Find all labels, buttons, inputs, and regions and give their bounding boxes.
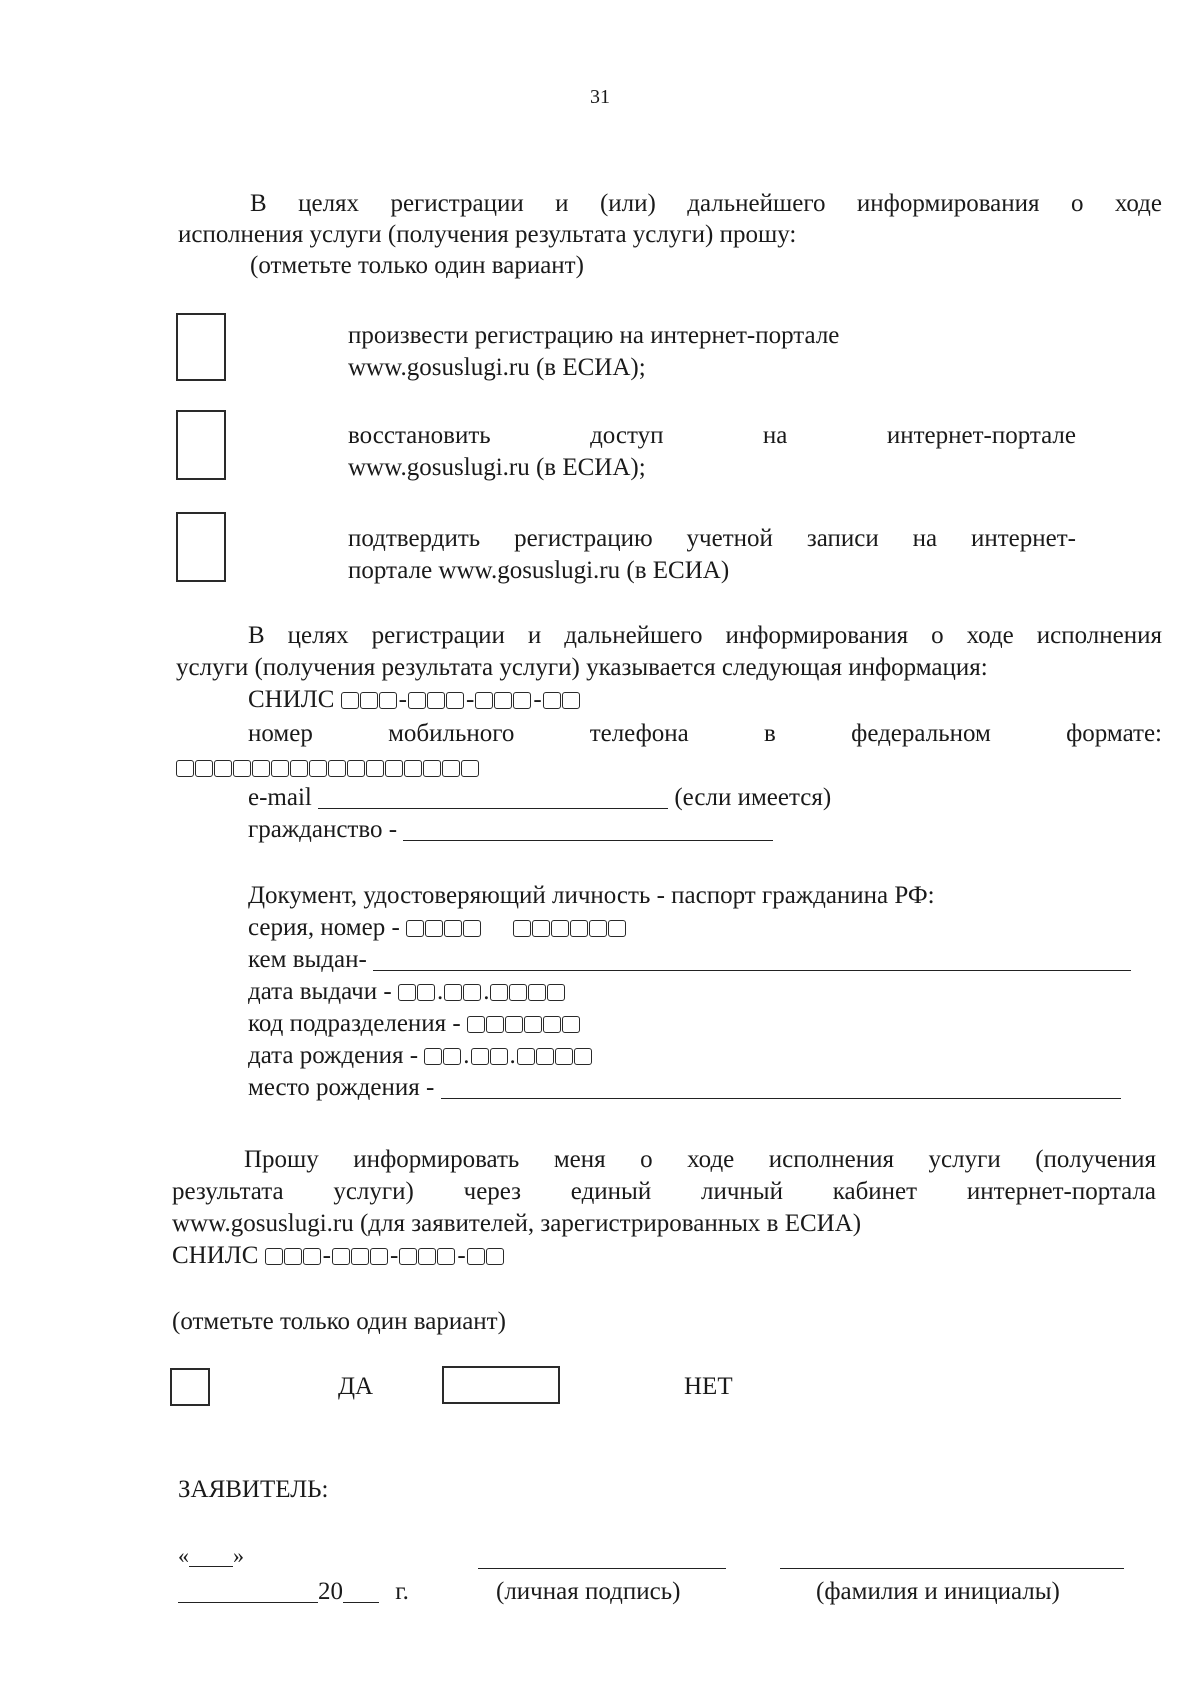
citizenship-row [248, 814, 773, 845]
issue-date-label: дата выдачи - [248, 978, 392, 1005]
series-row [248, 912, 627, 945]
option-register-line-2: www.gosuslugi.ru (в ЕСИА); [348, 354, 646, 381]
name-field[interactable] [780, 1568, 1124, 1569]
info-line-1: В целях регистрации и дальнейшего информирования о ходе исполнения [248, 622, 1162, 649]
quote-close: » [233, 1543, 244, 1568]
series-label: серия, номер - [248, 914, 400, 941]
no-label: НЕТ [684, 1373, 733, 1400]
request-snils-input[interactable] [265, 1242, 322, 1273]
division-code-row [248, 1008, 581, 1041]
request-line-3: www.gosuslugi.ru (для заявителей, зарегистрированных в ЕСИА) [172, 1210, 862, 1237]
birth-place-label: место рождения - [248, 1074, 435, 1101]
signature-caption: (личная подпись) [496, 1578, 681, 1605]
page-number: 31 [590, 86, 610, 108]
request-line-2: результата услуги) через единый личный кабинет интернет-портала [172, 1178, 1156, 1205]
request-snils-row: СНИЛС - - - [172, 1240, 505, 1273]
citizenship-field[interactable] [403, 818, 773, 841]
email-label: e-mail [248, 784, 312, 811]
signature-field[interactable] [478, 1568, 726, 1569]
option-restore-line-2: www.gosuslugi.ru (в ЕСИА); [348, 454, 646, 481]
request-line-1: Прошу информировать меня о ходе исполнения услуги (получения [244, 1146, 1156, 1173]
option-confirm-line-2: портале www.gosuslugi.ru (в ЕСИА) [348, 557, 730, 584]
info-line-2: услуги (получения результата услуги) указывается следующая информация: [176, 654, 988, 681]
issued-by-label: кем выдан- [248, 946, 367, 973]
no-checkbox[interactable] [442, 1366, 560, 1404]
phone-input[interactable] [176, 752, 480, 785]
month-field[interactable] [178, 1580, 318, 1603]
birth-date-label: дата рождения - [248, 1042, 419, 1069]
series-input[interactable] [406, 914, 482, 945]
email-field[interactable] [318, 786, 668, 809]
year-field[interactable] [343, 1580, 379, 1603]
division-code-input[interactable] [467, 1010, 581, 1041]
yes-checkbox[interactable] [170, 1368, 210, 1406]
issued-by-field[interactable] [373, 948, 1131, 971]
option-restore-line-1: восстановить доступ на интернет-портале [348, 422, 1076, 449]
issue-date-row: дата выдачи - . . [248, 976, 566, 1009]
date-day-row [178, 1540, 244, 1571]
birth-place-field[interactable] [441, 1076, 1121, 1099]
issued-by-row [248, 944, 1131, 975]
request-note: (отметьте только один вариант) [172, 1308, 506, 1335]
option-register-checkbox[interactable] [176, 313, 226, 381]
option-confirm-line-1: подтвердить регистрацию учетной записи на интернет- [348, 525, 1076, 552]
birth-date-input[interactable] [424, 1042, 462, 1073]
snils-label: СНИЛС [248, 686, 335, 713]
birth-place-row [248, 1072, 1121, 1103]
division-code-label: код подразделения - [248, 1010, 461, 1037]
intro-line-1: В целях регистрации и (или) дальнейшего информирования о ходе [250, 190, 1162, 217]
name-caption: (фамилия и инициалы) [816, 1578, 1060, 1605]
document-title: Документ, удостоверяющий личность - паспорт гражданина РФ: [248, 882, 935, 909]
issue-date-input[interactable] [398, 978, 436, 1009]
day-field[interactable] [189, 1548, 233, 1567]
request-snils-label: СНИЛС [172, 1242, 259, 1269]
year-suffix: г. [395, 1578, 409, 1605]
option-register-line-1: произвести регистрацию на интернет-портале [348, 322, 840, 349]
number-input[interactable] [513, 914, 627, 945]
birth-date-row: дата рождения - . . [248, 1040, 593, 1073]
phone-label: номер мобильного телефона в федеральном формате: [248, 720, 1162, 747]
yes-label: ДА [338, 1373, 374, 1400]
citizenship-label: гражданство - [248, 816, 398, 843]
intro-note: (отметьте только один вариант) [250, 252, 584, 279]
email-row [248, 782, 831, 813]
date-year-row [178, 1576, 409, 1607]
quote-open: « [178, 1543, 189, 1568]
option-confirm-checkbox[interactable] [176, 512, 226, 582]
option-restore-checkbox[interactable] [176, 410, 226, 480]
snils-row: СНИЛС - - - [248, 684, 581, 717]
applicant-title: ЗАЯВИТЕЛЬ: [178, 1476, 329, 1503]
snils-input[interactable] [341, 686, 398, 717]
year-prefix: 20 [318, 1578, 343, 1605]
intro-line-2: исполнения услуги (получения результата услуги) прошу: [178, 221, 797, 248]
email-note: (если имеется) [674, 784, 832, 811]
